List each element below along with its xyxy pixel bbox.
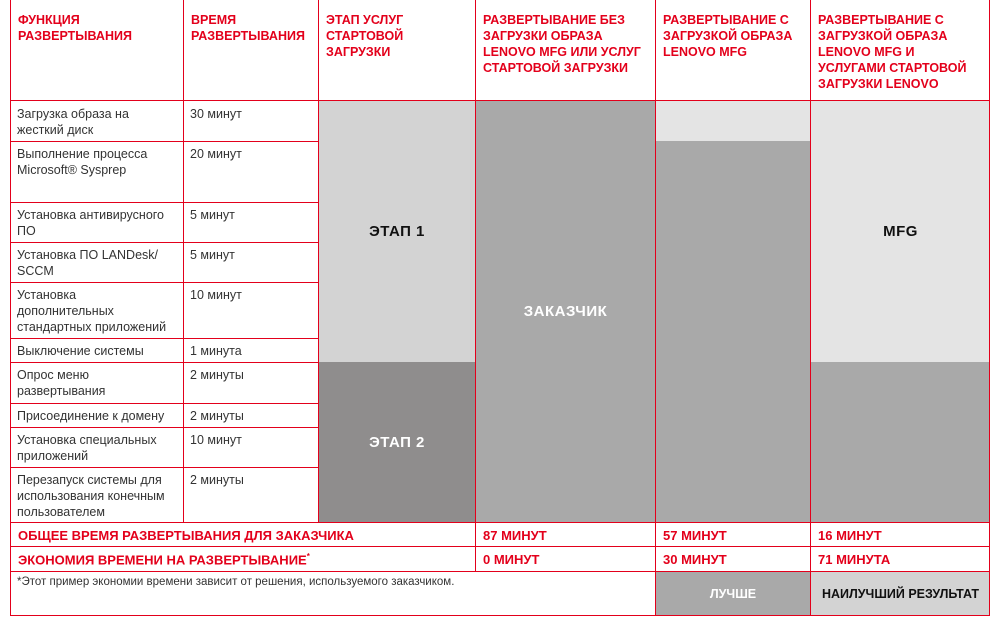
total-no-lenovo: 87 МИНУТ	[483, 528, 547, 543]
row-time: 1 минута	[190, 344, 242, 358]
row-feature: Установка дополнительных стандартных приложений	[17, 288, 167, 334]
header-feature: ФУНКЦИЯ РАЗВЕРТЫВАНИЯ	[18, 13, 132, 43]
stage1-label: ЭТАП 1	[369, 223, 425, 240]
better-badge: ЛУЧШЕ	[656, 572, 810, 615]
grid-line	[475, 0, 476, 571]
header-with-mfg-services: РАЗВЕРТЫВАНИЕ С ЗАГРУЗКОЙ ОБРАЗА LENOVO MFG И УСЛУГАМИ СТАРТОВОЙ ЗАГРУЗКИ LENOVO	[818, 13, 967, 91]
row-time: 10 минут	[190, 433, 242, 447]
header-with-mfg: РАЗВЕРТЫВАНИЕ С ЗАГРУЗКОЙ ОБРАЗА LENOVO MFG	[663, 13, 793, 59]
row-feature: Загрузка образа на жесткий диск	[17, 107, 129, 137]
footnote: *Этот пример экономии времени зависит от решения, используемого заказчиком.	[17, 576, 455, 588]
stage1-block	[319, 101, 475, 362]
grid-line	[10, 141, 318, 142]
grid-line	[183, 0, 184, 522]
row-feature: Опрос меню развертывания	[17, 368, 106, 398]
row-time: 5 минут	[190, 208, 235, 222]
grid-line	[318, 0, 319, 522]
row-time: 30 минут	[190, 107, 242, 121]
grid-line	[10, 242, 318, 243]
mfg-light-block	[656, 101, 810, 141]
grid-line	[10, 522, 990, 523]
grid-line	[10, 403, 318, 404]
row-time: 2 минуты	[190, 409, 244, 423]
savings-mark: *	[306, 552, 310, 561]
customer-label: ЗАКАЗЧИК	[523, 303, 608, 320]
savings-label-cell	[10, 546, 475, 571]
grid-line	[10, 362, 318, 363]
total-with-mfg-services: 16 МИНУТ	[818, 528, 882, 543]
header-no-lenovo: РАЗВЕРТЫВАНИЕ БЕЗ ЗАГРУЗКИ ОБРАЗА LENOVO MFG ИЛИ УСЛУГ СТАРТОВОЙ ЗАГРУЗКИ	[483, 13, 641, 75]
row-feature: Перезапуск системы для использования конечным пользователем	[17, 473, 165, 519]
row-feature: Установка специальных приложений	[17, 433, 157, 463]
grid-line	[10, 100, 990, 101]
savings-with-mfg: 30 МИНУТ	[663, 552, 727, 567]
row-feature: Присоединение к домену	[17, 409, 165, 423]
total-label: ОБЩЕЕ ВРЕМЯ РАЗВЕРТЫВАНИЯ ДЛЯ ЗАКАЗЧИКА	[18, 528, 354, 543]
grid-line	[10, 467, 318, 468]
stage2-block	[319, 362, 475, 522]
mfg-block	[811, 101, 990, 362]
grid-line	[10, 282, 318, 283]
mfg-services-customer-block	[811, 362, 990, 522]
grid-line	[10, 202, 318, 203]
grid-line	[10, 546, 990, 547]
grid-line	[10, 571, 990, 572]
total-with-mfg: 57 МИНУТ	[663, 528, 727, 543]
row-time: 2 минуты	[190, 368, 244, 382]
row-feature: Установка ПО LANDesk/ SCCM	[17, 248, 159, 278]
row-time: 2 минуты	[190, 473, 244, 487]
row-feature: Выполнение процесса Microsoft® Sysprep	[17, 147, 148, 177]
grid-line	[10, 615, 990, 616]
row-time: 10 минут	[190, 288, 242, 302]
header-time: ВРЕМЯ РАЗВЕРТЫВАНИЯ	[191, 13, 305, 43]
row-feature: Выключение системы	[17, 344, 144, 358]
customer-block	[476, 101, 655, 522]
mfg-label: MFG	[883, 223, 918, 240]
mfg-customer-block	[656, 141, 810, 522]
savings-no-lenovo: 0 МИНУТ	[483, 552, 540, 567]
savings-label: ЭКОНОМИЯ ВРЕМЕНИ НА РАЗВЕРТЫВАНИЕ	[18, 552, 307, 568]
grid-line	[10, 427, 318, 428]
row-time: 20 минут	[190, 147, 242, 161]
grid-line	[10, 338, 318, 339]
header-stage: ЭТАП УСЛУГ СТАРТОВОЙ ЗАГРУЗКИ	[326, 13, 404, 59]
best-badge: НАИЛУЧШИЙ РЕЗУЛЬТАТ	[811, 572, 990, 615]
row-time: 5 минут	[190, 248, 235, 262]
stage2-label: ЭТАП 2	[369, 433, 425, 451]
savings-with-mfg-services: 71 МИНУТА	[818, 552, 891, 567]
row-feature: Установка антивирусного ПО	[17, 208, 165, 238]
